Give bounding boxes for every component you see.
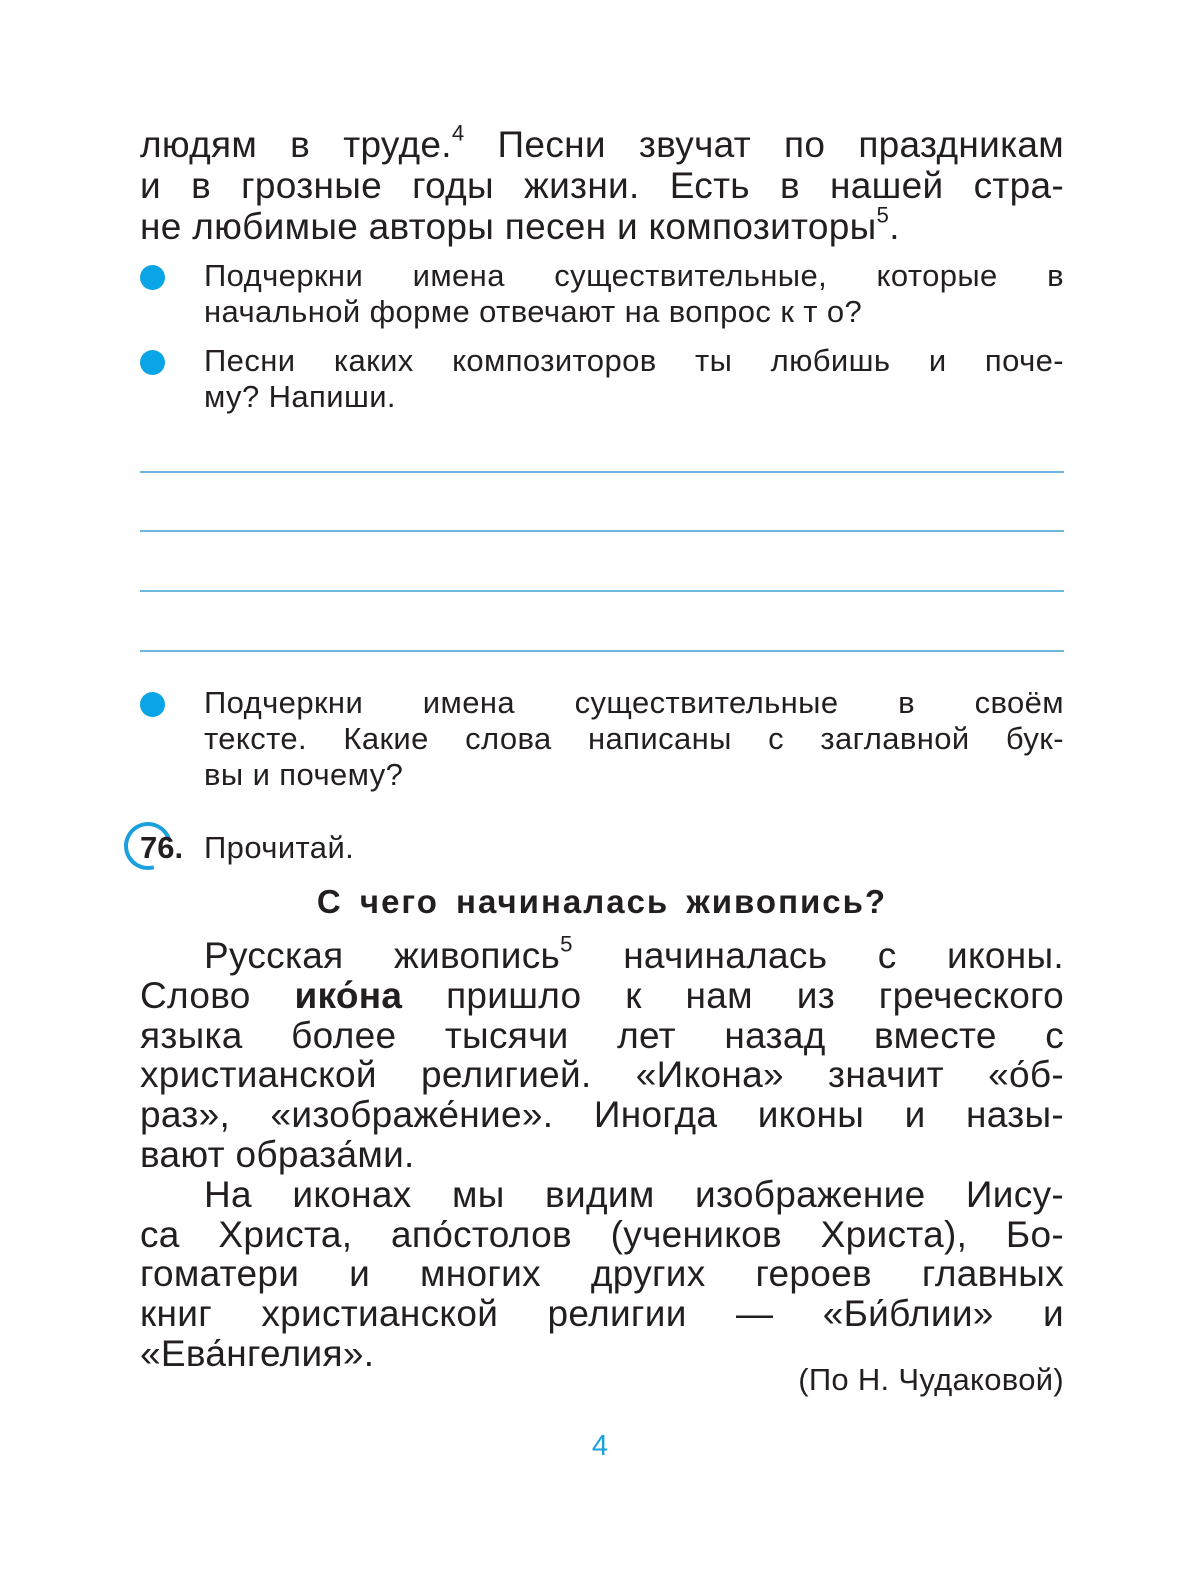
page-number: 4 [591,1430,609,1462]
writing-line[interactable] [140,590,1064,592]
footnote-mark: 5 [560,931,573,957]
footnote-mark: 5 [876,202,890,228]
text-line [140,120,1064,165]
text-line: книг христианской религии — «Би́блии» и [140,1293,1064,1335]
bullet-dot-icon [140,692,165,717]
text-line: христианской религией. «Икона» значит «о́б- [140,1054,1064,1096]
text-line: и в грозные годы жизни. Есть в нашей стра- [140,165,1064,206]
bullet-line: тексте. Какие слова написаны с заглавной бук- [204,721,1064,756]
bullet-line: Подчеркни имена существительные, которые в [204,258,1064,293]
bullet-dot-icon [140,265,165,290]
text-fragment: Песни звучат по праздникам [464,124,1064,165]
text-fragment: . [889,206,900,247]
text-line: раз», «изображе́ние». Иногда иконы и назы- [140,1094,1064,1136]
reading-title: С чего начиналась живопись? [316,883,888,920]
text-line: языка более тысячи лет назад вместе с [140,1014,1064,1056]
text-line [140,202,1064,247]
text-fragment: пришло к нам из греческого [402,974,1064,1016]
bullet-line: Подчеркни имена существительные в своём [204,685,1064,720]
footnote-mark: 4 [451,120,465,146]
bullet-line: му? Напиши. [204,379,396,414]
writing-line[interactable] [140,471,1064,473]
attribution: (По Н. Чудаковой) [798,1362,1064,1397]
bullet-line: вы и почему? [204,757,404,792]
exercise-number: 76. [140,830,184,865]
text-fragment: людям в труде. [140,124,452,165]
text-fragment: Русская живопись [204,935,561,976]
bullet-line: Песни каких композиторов ты любишь и поче- [204,343,1064,378]
bullet-dot-icon [140,350,165,375]
text-line: вают образа́ми. [140,1133,415,1175]
bullet-line: начальной форме отвечают на вопрос к т о? [204,294,863,329]
text-line [140,931,1064,976]
text-line [140,976,1064,1016]
writing-line[interactable] [140,530,1064,532]
exercise-number-badge [124,822,184,874]
text-line: «Ева́нгелия». [140,1332,375,1374]
text-fragment: не любимые авторы песен и композиторы [140,206,877,247]
text-line: На иконах мы видим изображение Иису- [204,1173,1064,1215]
text-fragment: Слово [140,974,295,1016]
writing-line[interactable] [140,650,1064,652]
top-paragraph [140,120,1064,247]
exercise-task: Прочитай. [204,830,355,865]
text-line: са Христа, апо́столов (учеников Христа), Бо- [140,1213,1064,1255]
highlighted-word: ико́на [294,974,403,1016]
text-line: гоматери и многих других героев главных [140,1253,1064,1295]
reading-text [140,931,1064,1374]
text-fragment: начиналась с иконы. [572,935,1064,976]
